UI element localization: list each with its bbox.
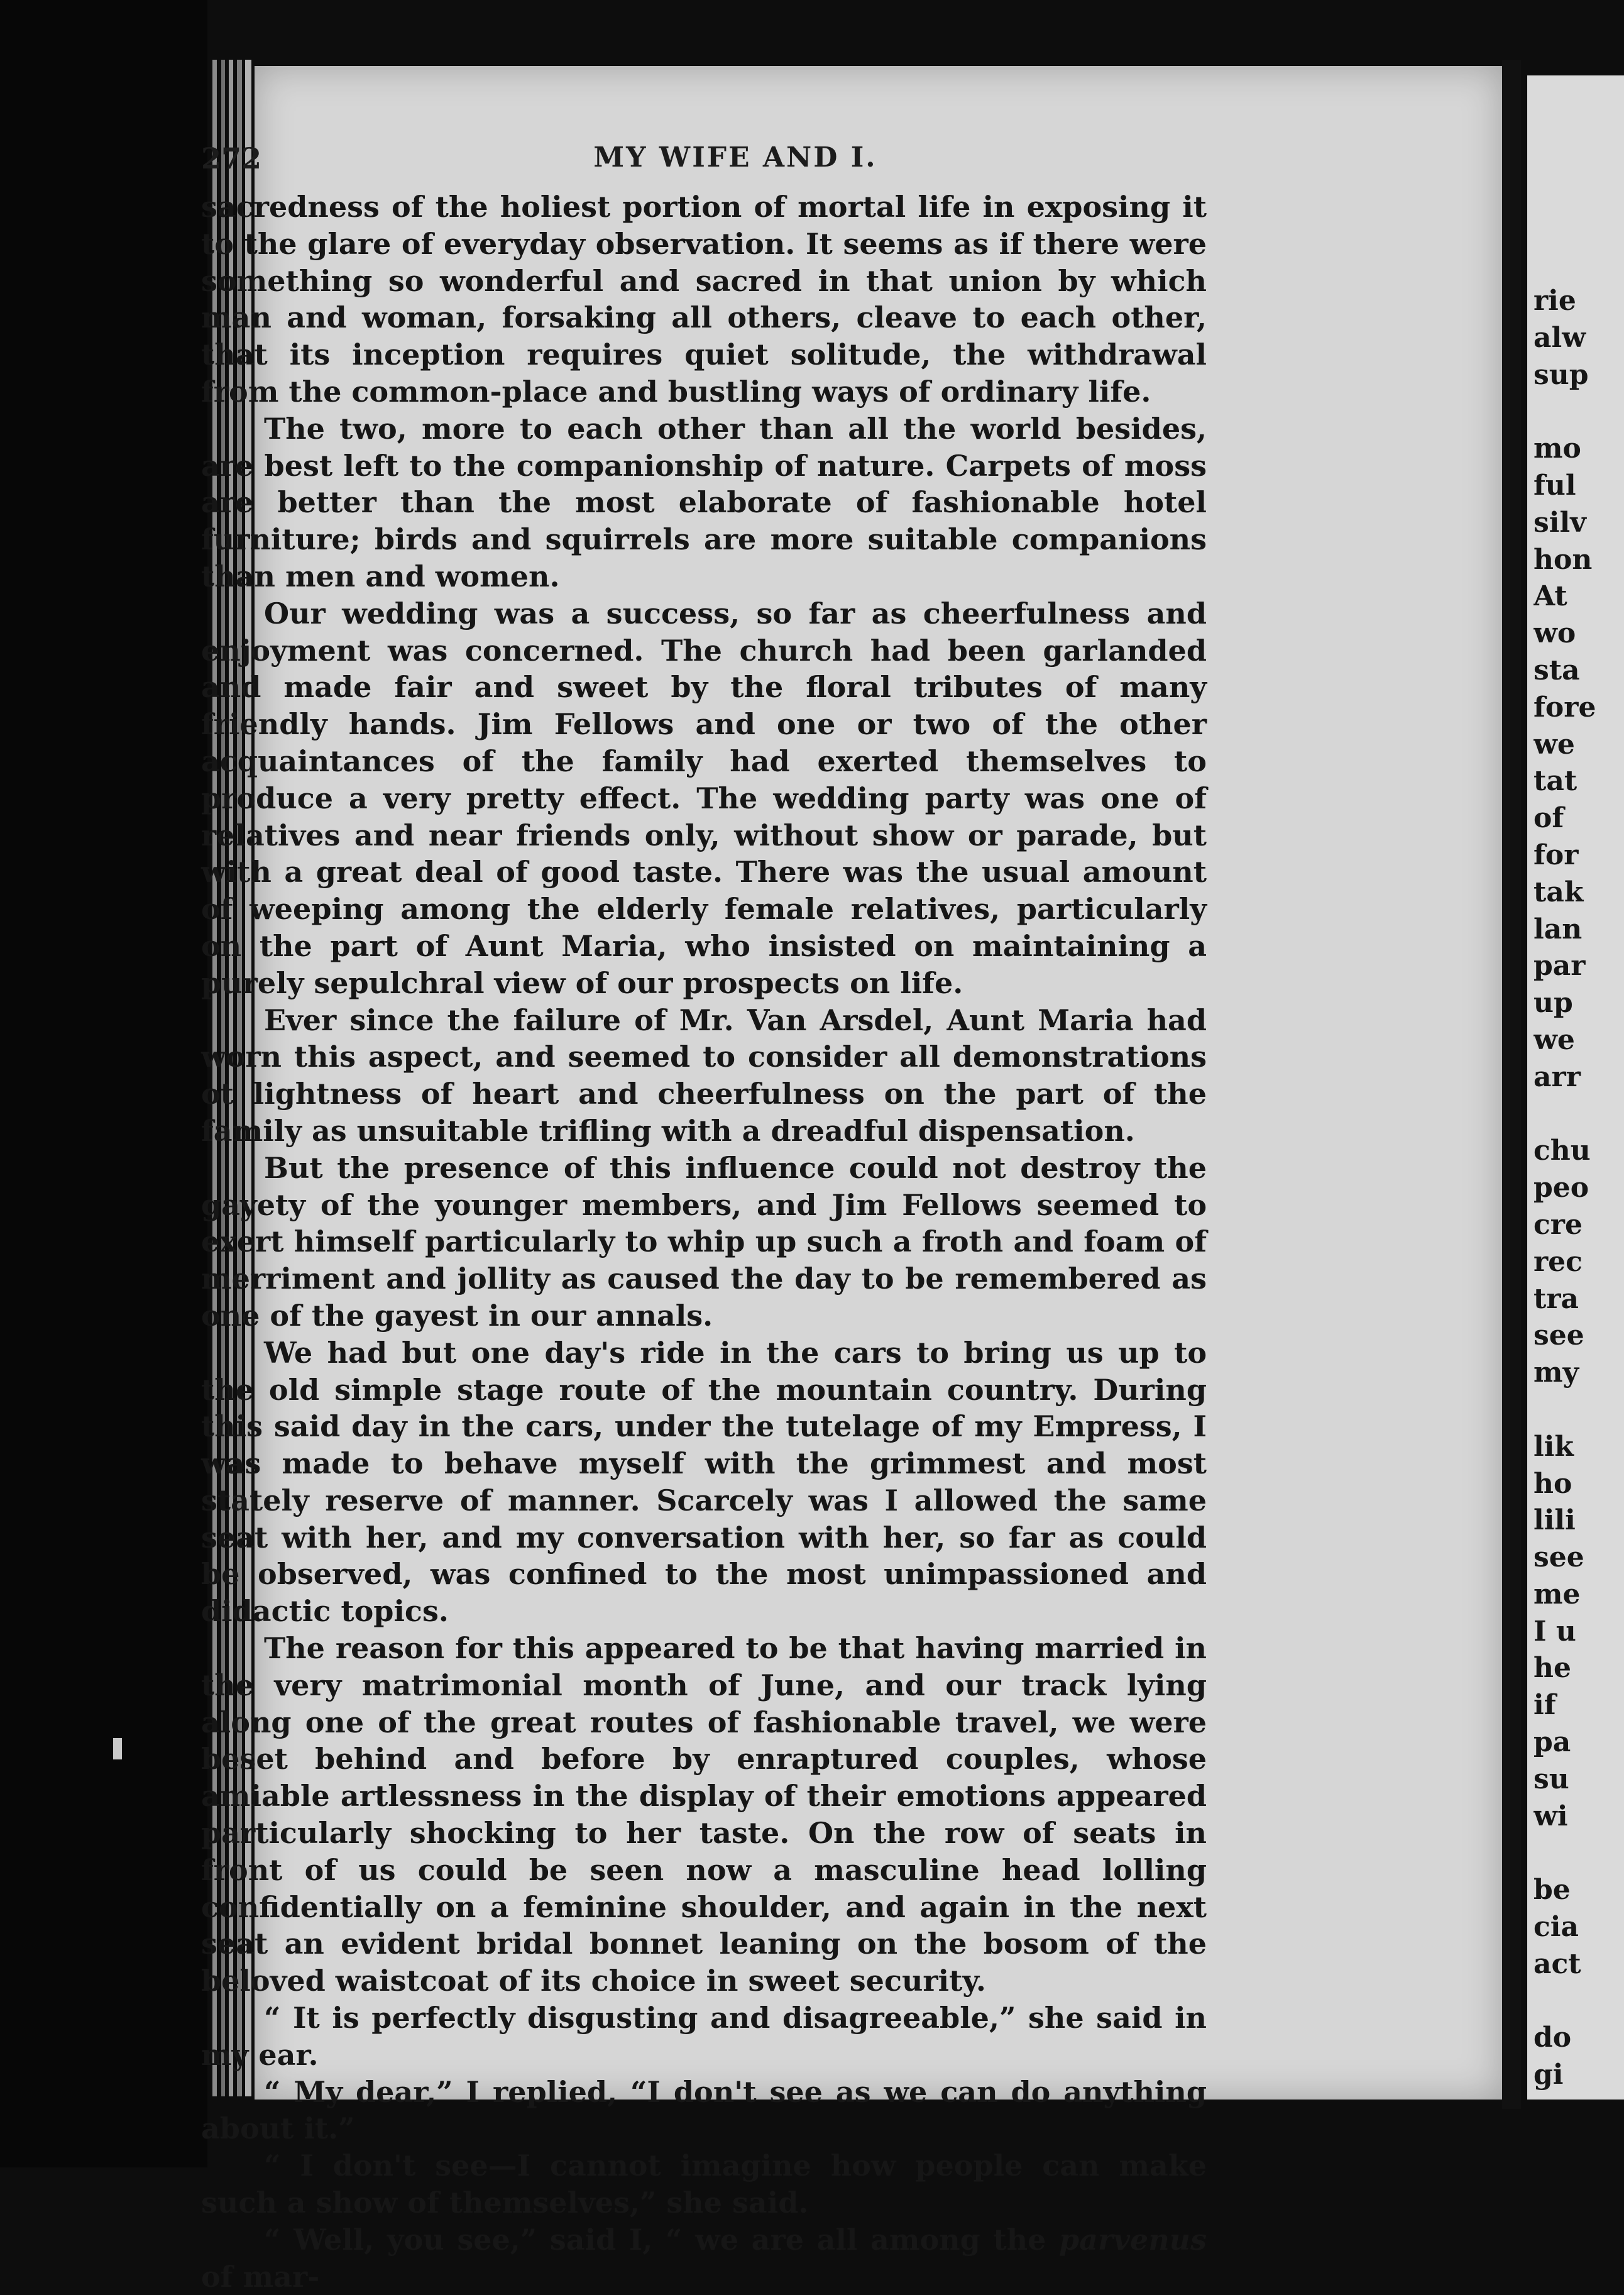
- facing-page-fragment: lan: [1533, 913, 1583, 945]
- dialogue-paragraph: “ I don't see—I cannot imagine how people can make such a show of themselves,” she said.: [201, 2149, 1207, 2220]
- facing-page-fragment: mo: [1533, 432, 1581, 465]
- facing-page-fragment: me: [1533, 1578, 1581, 1610]
- facing-page-fragment: see: [1533, 1319, 1584, 1352]
- facing-page-fragment: tra: [1533, 1282, 1579, 1315]
- facing-page-fragment: I u: [1533, 1615, 1576, 1648]
- last-line-start: “ Well, you see,” said I, “ we are all among the: [264, 2222, 1059, 2257]
- facing-page-fragment: cre: [1533, 1208, 1583, 1241]
- facing-page-fragment: cia: [1533, 1911, 1579, 1944]
- facing-page-fragment: lik: [1533, 1430, 1574, 1463]
- facing-page-fragment: sta: [1533, 654, 1580, 686]
- dialogue-paragraph: “ It is perfectly disgusting and disagreeable,” she said in my ear.: [201, 2001, 1207, 2072]
- facing-page-fragment: ho: [1533, 1467, 1572, 1500]
- facing-page-fragment: At: [1533, 580, 1567, 613]
- paragraph: Our wedding was a success, so far as cheerfulness and enjoyment was concerned. The church had been garlanded and made fair and sweet by the floral tributes of many friendly hands. Jim Fellows and one or two of the other acquaintances of the family had exerted themselves to produce a very pretty effect. The wedding party was one of relatives and near friends only, without show or parade, but with a great deal of good taste. There was the usual amount of weeping among the elderly female relatives, particularly on the part of Aunt Maria, who insisted on maintaining a purely sepulchral view of our prospects on life.: [201, 596, 1207, 1000]
- facing-page-fragment: hon: [1533, 543, 1593, 576]
- facing-page-fragment: for: [1533, 839, 1579, 871]
- facing-page-fragment: alw: [1533, 321, 1586, 354]
- last-line-end: of mar-: [201, 2259, 320, 2294]
- page-header: [201, 141, 1270, 185]
- paragraph: sacredness of the holiest portion of mortal life in exposing it to the glare of everyday observation. It seems as if there were something so wonderful and sacred in that union by which man and woman, forsaking all others, cleave to each other, that its inception requires quiet solitude, the withdrawal from the common-place and bustling ways of ordinary life.: [201, 190, 1207, 409]
- facing-page-fragment: [1533, 1096, 1624, 1133]
- facing-page-fragment: if: [1533, 1689, 1556, 1722]
- book-gutter: [1502, 60, 1521, 2109]
- italic-word: parvenus: [1059, 2222, 1207, 2257]
- facing-page-fragment: tak: [1533, 876, 1584, 908]
- facing-page-fragment: [1533, 1392, 1624, 1429]
- facing-page-fragment: we: [1533, 1023, 1575, 1056]
- facing-page-fragment: silv: [1533, 506, 1586, 539]
- page-number: 272: [201, 141, 262, 175]
- facing-page-fragment: sup: [1533, 358, 1589, 391]
- dialogue-paragraph: “ My dear,” I replied, “I don't see as we can do anything about it.”: [201, 2074, 1207, 2146]
- paragraph: We had but one day's ride in the cars to bring us up to the old simple stage route of the mountain country. During this said day in the cars, under the tutelage of my Empress, I was made to behave myself with the grimmest and most stately reserve of manner. Scarcely was I allowed the same seat with her, and my conversation with her, so far as could be observed, was confined to the most unimpassioned and didactic topics.: [201, 1335, 1207, 1629]
- facing-page-fragment: su: [1533, 1763, 1569, 1795]
- facing-page-fragment: ful: [1533, 469, 1576, 502]
- facing-page-fragment: we: [1533, 728, 1575, 761]
- facing-page-fragment: up: [1533, 987, 1573, 1020]
- facing-page-fragment: see: [1533, 1541, 1584, 1574]
- facing-page-fragment: lili: [1533, 1504, 1576, 1537]
- facing-page-fragment: [1533, 1983, 1624, 2020]
- margin-mark: [113, 1738, 122, 1759]
- paragraph: But the presence of this influence could not destroy the gayety of the younger members, and Jim Fellows seemed to exert himself particularly to whip up such a froth and foam of merriment and jollity as caused the day to be remembered as one of the gayest in our annals.: [201, 1150, 1207, 1333]
- running-title: MY WIFE AND I.: [593, 141, 877, 173]
- facing-page-fragment: fore: [1533, 691, 1596, 724]
- facing-page-fragment: rie: [1533, 285, 1576, 317]
- scan-dark-border: [0, 0, 207, 2167]
- facing-page-fragment: he: [1533, 1652, 1571, 1685]
- facing-page-fragment: act: [1533, 1947, 1581, 1980]
- paragraph: The reason for this appeared to be that having married in the very matrimonial month of June, and our track lying along one of the great routes of fashionable travel, we were beset behind and before by enraptured couples, whose amiable artlessness in the display of their emotions appeared particularly shocking to her taste. On the row of seats in front of us could be seen now a masculine head lolling confidentially on a feminine shoulder, and again in the next seat an evident bridal bonnet leaning on the bosom of the beloved waistcoat of its choice in sweet security.: [201, 1631, 1207, 1998]
- facing-page-fragment: peo: [1533, 1172, 1589, 1204]
- facing-page-fragment: gi: [1533, 2059, 1564, 2091]
- facing-page-fragment: wo: [1533, 617, 1576, 650]
- facing-page-fragment: my: [1533, 1357, 1579, 1389]
- dialogue-paragraph-last: [201, 2221, 1207, 2295]
- facing-page-fragment: wi: [1533, 1800, 1568, 1832]
- facing-page-fragment: do: [1533, 2022, 1572, 2054]
- facing-page-fragment: tat: [1533, 765, 1577, 798]
- facing-page-text: [1533, 283, 1624, 2094]
- facing-page-fragment: be: [1533, 1874, 1571, 1907]
- facing-page-fragment: par: [1533, 950, 1586, 982]
- facing-page-fragment: of: [1533, 802, 1564, 835]
- paragraph: The two, more to each other than all the world besides, are best left to the companionship of nature. Carpets of moss are better than the most elaborate of fashionable hotel furniture; birds and squirrels are more suitable companions than men and women.: [201, 411, 1207, 593]
- facing-page-fragment: rec: [1533, 1245, 1583, 1278]
- facing-page-fragment: chu: [1533, 1135, 1591, 1167]
- page-body: [201, 189, 1207, 2295]
- paragraph: Ever since the failure of Mr. Van Arsdel, Aunt Maria had worn this aspect, and seemed to consider all demonstrations ot lightness of heart and cheerfulness on the part of the family as unsuitable trifling with a dreadful dispensation.: [201, 1003, 1207, 1148]
- facing-page-fragment: [1533, 1835, 1624, 1872]
- facing-page-fragment: [1533, 394, 1624, 431]
- facing-page-fragment: pa: [1533, 1726, 1571, 1759]
- facing-page-fragment: arr: [1533, 1060, 1581, 1093]
